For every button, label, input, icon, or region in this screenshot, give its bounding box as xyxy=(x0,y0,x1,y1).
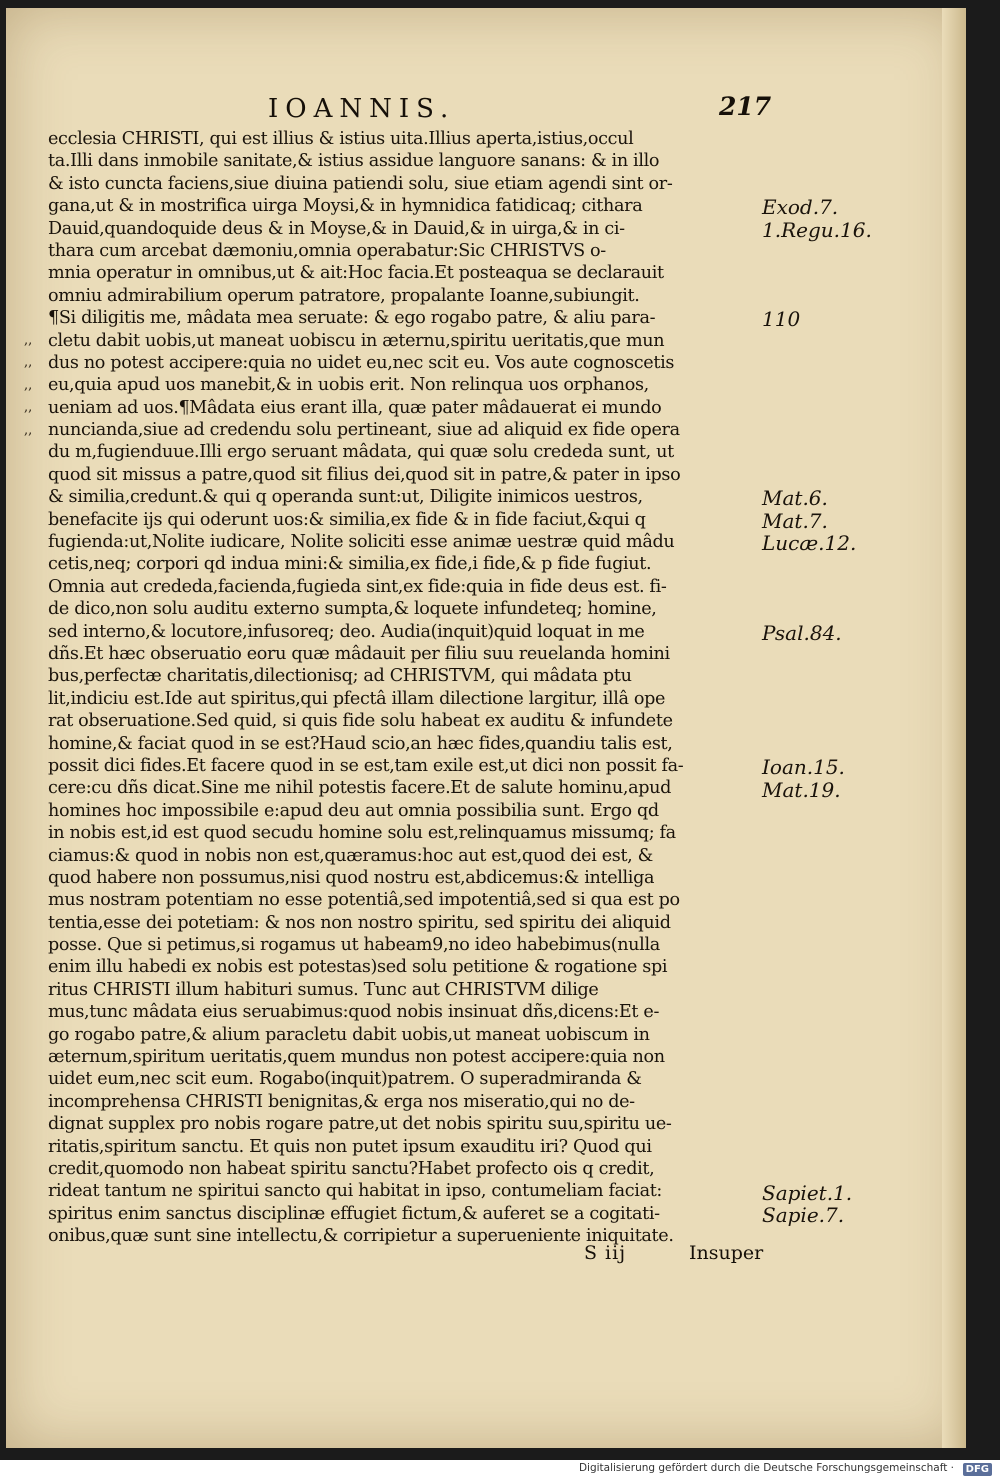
margin-note: 110 xyxy=(762,307,801,332)
quote-mark: ,, xyxy=(24,377,33,393)
text-line: possit dici fides.Et facere quod in se est,tam exile est,ut dici non possit fa- xyxy=(48,755,684,776)
text-line: mnia operatur in omnibus,ut & ait:Hoc facia.Et posteaqua se declarauit xyxy=(48,263,664,284)
text-line: gana,ut & in mostrifica uirga Moysi,& in hymnidica fatidicaq; cithara xyxy=(48,196,643,217)
text-line: mus nostram potentiam no esse potentiâ,sed impotentiâ,sed si qua est po xyxy=(48,890,680,911)
dfg-logo: DFG xyxy=(963,1463,992,1476)
text-line: ta.Illi dans inmobile sanitate,& istius assidue languore sanans: & in illo xyxy=(48,151,660,172)
text-line: homines hoc impossibile e:apud deu aut omnia possibilia sunt. Ergo qd xyxy=(48,800,659,821)
catchword: Insuper xyxy=(689,1242,764,1264)
text-line: credit,quomodo non habeat spiritu sanctu?Habet profecto ois q credit, xyxy=(48,1158,655,1179)
text-line: posse. Que si petimus,si rogamus ut habeam9,no ideo habebimus(nulla xyxy=(48,935,660,956)
text-line: lit,indiciu est.Ide aut spiritus,qui pfectâ illam dilectione largitur, illâ ope xyxy=(48,688,666,709)
text-line: æternum,spiritum ueritatis,quem mundus non potest accipere:quia non xyxy=(48,1047,665,1068)
margin-note: Sapie.7. xyxy=(762,1203,845,1228)
text-line: spiritus enim sanctus disciplinæ effugiet fictum,& auferet se a cogitati- xyxy=(48,1203,660,1224)
margin-note: Mat.19. xyxy=(762,777,841,802)
text-line: sed interno,& locutore,infusoreq; deo. Audia(inquit)quid loquat in me xyxy=(48,621,645,642)
text-line: omniu admirabilium operum patratore, propalante Ioanne,subiungit. xyxy=(48,285,640,306)
text-line: in nobis est,id est quod secudu homine solu est,relinquamus missumq; fa xyxy=(48,823,676,844)
text-line: fugienda:ut,Nolite iudicare, Nolite soliciti esse animæ uestræ quid mâdu xyxy=(48,532,675,553)
text-line: quod habere non possumus,nisi quod nostru est,abdicemus:& intelliga xyxy=(48,867,655,888)
text-line: enim illu habedi ex nobis est potestas)sed solu petitione & rogatione spi xyxy=(48,957,668,978)
text-line: benefacite ijs qui oderunt uos:& similia,ex fide & in fide faciut,&qui q xyxy=(48,509,646,530)
text-line: rat obseruatione.Sed quid, si quis fide solu habeat ex auditu & infundete xyxy=(48,711,673,732)
text-line: ¶Si diligitis me, mâdata mea seruate: & ego rogabo patre, & aliu para- xyxy=(48,308,656,329)
digitization-credit: Digitalisierung gefördert durch die Deutsche Forschungsgemeinschaft · xyxy=(578,1462,954,1474)
page-number: 217 xyxy=(719,92,772,121)
text-line: dignat supplex pro nobis rogare patre,ut det nobis spiritu suu,spiritu ue- xyxy=(48,1114,672,1135)
running-head: IOANNIS. xyxy=(268,94,456,124)
quote-mark: ,, xyxy=(24,422,33,438)
text-line: nuncianda,siue ad credendu solu pertineant, siue ad aliquid ex fide opera xyxy=(48,420,680,441)
book-page xyxy=(6,8,966,1448)
text-line: uidet eum,nec scit eum. Rogabo(inquit)patrem. O superadmiranda & xyxy=(48,1069,642,1090)
body-text xyxy=(48,128,768,1248)
text-line: mus,tunc mâdata eius seruabimus:quod nobis insinuat dñs,dicens:Et e- xyxy=(48,1002,660,1023)
text-line: go rogabo patre,& alium paracletu dabit uobis,ut maneat uobiscum in xyxy=(48,1024,650,1045)
text-line: de dico,non solu auditu externo sumpta,& loquete infundeteq; homine, xyxy=(48,599,657,620)
text-line: onibus,quæ sunt sine intellectu,& corripietur a superueniente iniquitate. xyxy=(48,1226,674,1247)
text-line: thara cum arcebat dæmoniu,omnia operabatur:Sic CHRISTVS o- xyxy=(48,240,606,261)
text-line: homine,& faciat quod in se est?Haud scio,an hæc fides,quandiu talis est, xyxy=(48,733,673,754)
text-line: tentia,esse dei potetiam: & nos non nostro spiritu, sed spiritu dei aliquid xyxy=(48,912,671,933)
text-line: ecclesia CHRISTI, qui est illius & istius uita.Illius aperta,istius,occul xyxy=(48,129,634,149)
text-line: du m,fugienduue.Illi ergo seruant mâdata, qui quæ solu crededa sunt, ut xyxy=(48,442,674,463)
quote-mark: ,, xyxy=(24,400,33,416)
margin-note: Ioan.15. xyxy=(762,755,845,780)
text-line: ritatis,spiritum sanctu. Et quis non putet ipsum exauditu iri? Quod qui xyxy=(48,1136,652,1157)
margin-note: 1.Regu.16. xyxy=(762,217,872,242)
text-line: rideat tantum ne spiritui sancto qui habitat in ipso, contumeliam faciat: xyxy=(48,1181,663,1202)
text-line: Omnia aut crededa,facienda,fugieda sint,ex fide:quia in fide deus est. fi- xyxy=(48,576,667,597)
text-line: cetis,neq; corpori qd indua mini:& similia,ex fide,i fide,& p fide fugiut. xyxy=(48,554,652,575)
text-line: ciamus:& quod in nobis non est,quæramus:hoc aut est,quod dei est, & xyxy=(48,845,653,866)
text-line: & isto cuncta faciens,siue diuina patiendi solu, siue etiam agendi sint or- xyxy=(48,173,673,194)
text-line: eu,quia apud uos manebit,& in uobis erit. Non relinqua uos orphanos, xyxy=(48,375,649,396)
margin-note: Mat.7. xyxy=(762,508,828,533)
text-line: ueniam ad uos.¶Mâdata eius erant illa, quæ pater mâdauerat ei mundo xyxy=(48,397,662,418)
quote-marks xyxy=(24,330,40,442)
margin-note: Psal.84. xyxy=(762,620,842,645)
text-line: cere:cu dñs dicat.Sine me nihil potestis facere.Et de salute hominu,apud xyxy=(48,778,672,799)
margin-note: Exod.7. xyxy=(762,195,839,220)
signature-mark: S iij xyxy=(584,1242,627,1264)
text-line: quod sit missus a patre,quod sit filius dei,quod sit in patre,& pater in ipso xyxy=(48,464,681,485)
margin-note: Sapiet.1. xyxy=(762,1180,853,1205)
margin-note: Lucæ.12. xyxy=(762,531,857,556)
text-line: incomprehensa CHRISTI benignitas,& erga nos miseratio,qui no de- xyxy=(48,1091,635,1112)
text-line: Dauid,quandoquide deus & in Moyse,& in Dauid,& in uirga,& in ci- xyxy=(48,218,625,239)
quote-mark: ,, xyxy=(24,333,33,348)
text-line: ritus CHRISTI illum habituri sumus. Tunc aut CHRISTVM dilige xyxy=(48,979,599,1000)
page-edge xyxy=(942,8,966,1448)
text-line: bus,perfectæ charitatis,dilectionisq; ad CHRISTVM, qui mâdata ptu xyxy=(48,666,632,687)
text-line: dus no potest accipere:quia no uidet eu,nec scit eu. Vos aute cognoscetis xyxy=(48,352,675,373)
text-line: dñs.Et hæc obseruatio eoru quæ mâdauit per filiu suu reuelanda homini xyxy=(48,643,670,664)
quote-mark: ,, xyxy=(24,355,33,371)
margin-note: Mat.6. xyxy=(762,486,828,511)
text-line: & similia,credunt.& qui q operanda sunt:ut, Diligite inimicos uestros, xyxy=(48,487,643,508)
text-line: cletu dabit uobis,ut maneat uobiscu in æternu,spiritu ueritatis,que mun xyxy=(48,330,665,351)
